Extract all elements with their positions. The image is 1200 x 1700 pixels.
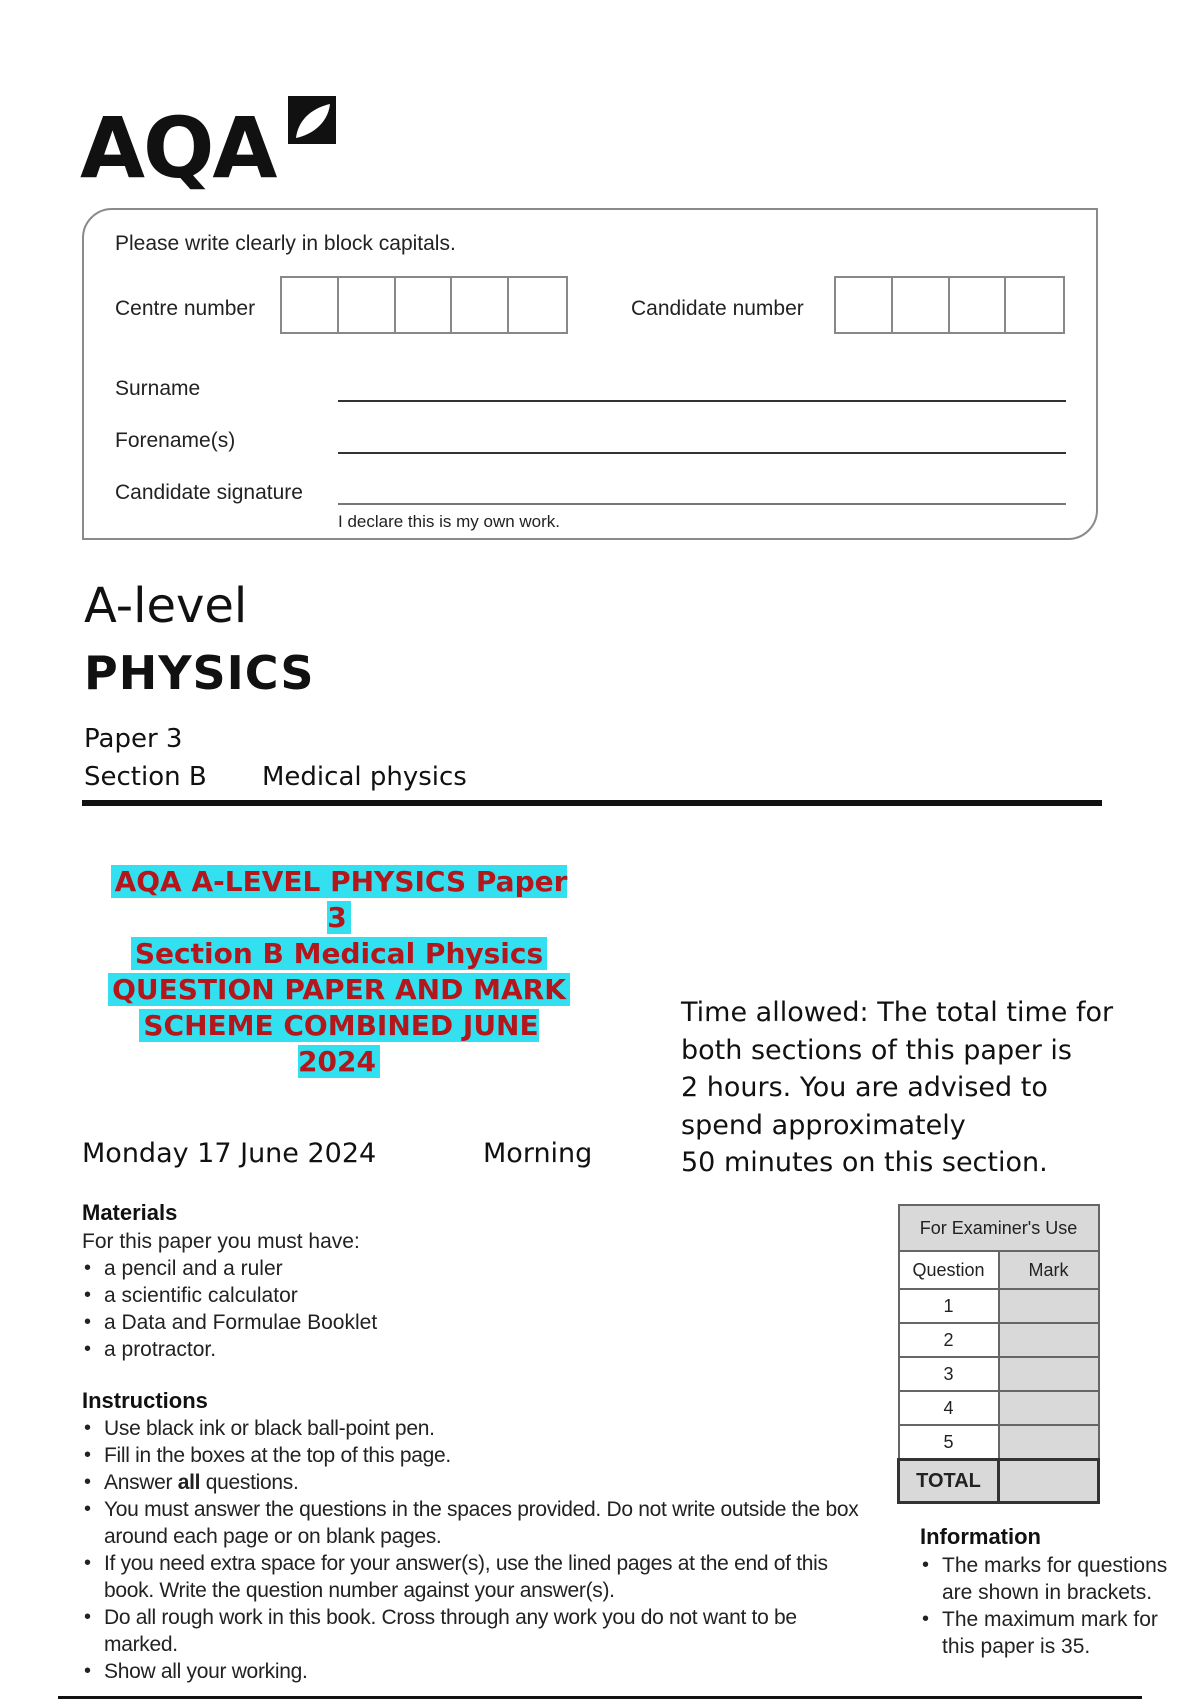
centre-number-digit-box[interactable] (282, 278, 339, 332)
instructions-heading: Instructions (82, 1388, 208, 1413)
subject-title: PHYSICS (84, 646, 315, 700)
instruction-text: questions. (200, 1471, 299, 1494)
mark-cell (999, 1425, 1099, 1460)
mark-cell (999, 1289, 1099, 1323)
instruction-item: • Do all rough work in this book. Cross through any work you do not want to be marked. (82, 1604, 862, 1658)
question-number: 3 (899, 1357, 999, 1391)
candidate-number-digit-box[interactable] (950, 278, 1007, 332)
candidate-number-label: Candidate number (631, 297, 804, 320)
instruction-text: Answer (104, 1471, 178, 1494)
banner-line-1-bold: AQA A-LEVEL PHYSICS (114, 865, 467, 898)
total-mark-cell (999, 1460, 1099, 1503)
materials-intro: For this paper you must have: (82, 1230, 360, 1253)
information-item: • The marks for questions are shown in brackets. (920, 1552, 1180, 1606)
candidate-number-digit-box[interactable] (893, 278, 950, 332)
block-capitals-instruction: Please write clearly in block capitals. (115, 232, 456, 255)
qualification-level: A-level (84, 578, 248, 634)
instruction-item: • Use black ink or black ball-point pen. (82, 1415, 862, 1442)
materials-item: • a pencil and a ruler (82, 1255, 582, 1282)
time-allowed-line: Time allowed: The total time for (681, 997, 1114, 1028)
instruction-emphasis: all (177, 1471, 201, 1494)
exam-session: Morning (483, 1138, 593, 1169)
question-number: 4 (899, 1391, 999, 1425)
aqa-logo (80, 88, 350, 197)
time-allowed-line: 50 minutes on this section. (681, 1147, 1048, 1178)
instruction-item: • You must answer the questions in the spaces provided. Do not write outside the box around each page or on blank pages. (82, 1496, 862, 1550)
information-heading: Information (920, 1524, 1041, 1549)
question-column-header: Question (899, 1251, 999, 1289)
banner-line-3: QUESTION PAPER AND MARK (108, 973, 570, 1006)
materials-item: • a protractor. (82, 1336, 582, 1363)
instruction-item (82, 1469, 862, 1496)
mark-cell (999, 1357, 1099, 1391)
time-allowed-text (681, 994, 1114, 1182)
materials-heading: Materials (82, 1200, 178, 1225)
centre-number-digit-box[interactable] (452, 278, 509, 332)
mark-column-header: Mark (999, 1251, 1099, 1289)
aqa-leaf-mark-icon (284, 92, 340, 148)
signature-field[interactable] (338, 503, 1066, 505)
mark-cell (999, 1323, 1099, 1357)
time-allowed-line: both sections of this paper is (681, 1034, 1072, 1066)
centre-number-digit-box[interactable] (509, 278, 566, 332)
declaration-text: I declare this is my own work. (338, 512, 561, 531)
forename-label: Forename(s) (115, 429, 236, 452)
section-label: Section B (84, 762, 207, 792)
paper-number: Paper 3 (84, 724, 183, 754)
exam-date: Monday 17 June 2024 (82, 1138, 377, 1169)
information-item: • The maximum mark for this paper is 35. (920, 1606, 1180, 1660)
banner-line-4: SCHEME COMBINED JUNE 2024 (139, 1009, 538, 1078)
examiner-use-table (897, 1204, 1100, 1504)
aqa-logo-text: AQA (80, 99, 276, 197)
centre-number-field[interactable] (280, 276, 568, 334)
materials-item: • a scientific calculator (82, 1282, 582, 1309)
title-divider (82, 800, 1102, 806)
question-number: 1 (899, 1289, 999, 1323)
signature-label: Candidate signature (115, 481, 303, 504)
candidate-number-field[interactable] (834, 276, 1065, 334)
total-label: TOTAL (899, 1460, 999, 1503)
centre-number-label: Centre number (115, 297, 256, 320)
examiner-table-title: For Examiner's Use (899, 1205, 1099, 1251)
instructions-list (82, 1415, 862, 1685)
banner-line-1 (111, 865, 568, 934)
materials-list (82, 1255, 582, 1363)
mark-cell (999, 1391, 1099, 1425)
banner-line-1-rest: Paper 3 (327, 865, 568, 934)
section-topic: Medical physics (262, 762, 467, 792)
question-number: 5 (899, 1425, 999, 1460)
highlighted-banner (94, 864, 584, 1080)
time-allowed-line: spend approximately (681, 1109, 966, 1141)
surname-field[interactable] (338, 400, 1066, 402)
forename-field[interactable] (338, 452, 1066, 454)
materials-item: • a Data and Formulae Booklet (82, 1309, 582, 1336)
bottom-divider (58, 1696, 1142, 1699)
banner-line-2: Section B Medical Physics (131, 937, 547, 970)
candidate-number-digit-box[interactable] (836, 278, 893, 332)
time-allowed-line: 2 hours. You are advised to (681, 1072, 1048, 1103)
instruction-item: • Fill in the boxes at the top of this page. (82, 1442, 862, 1469)
question-number: 2 (899, 1323, 999, 1357)
instruction-item: • If you need extra space for your answer(s), use the lined pages at the end of this book. Write the question number against your answer(s). (82, 1550, 862, 1604)
surname-label: Surname (115, 377, 201, 400)
information-list (920, 1552, 1180, 1660)
instruction-item: • Show all your working. (82, 1658, 862, 1685)
centre-number-digit-box[interactable] (396, 278, 453, 332)
centre-number-digit-box[interactable] (339, 278, 396, 332)
candidate-number-digit-box[interactable] (1006, 278, 1063, 332)
